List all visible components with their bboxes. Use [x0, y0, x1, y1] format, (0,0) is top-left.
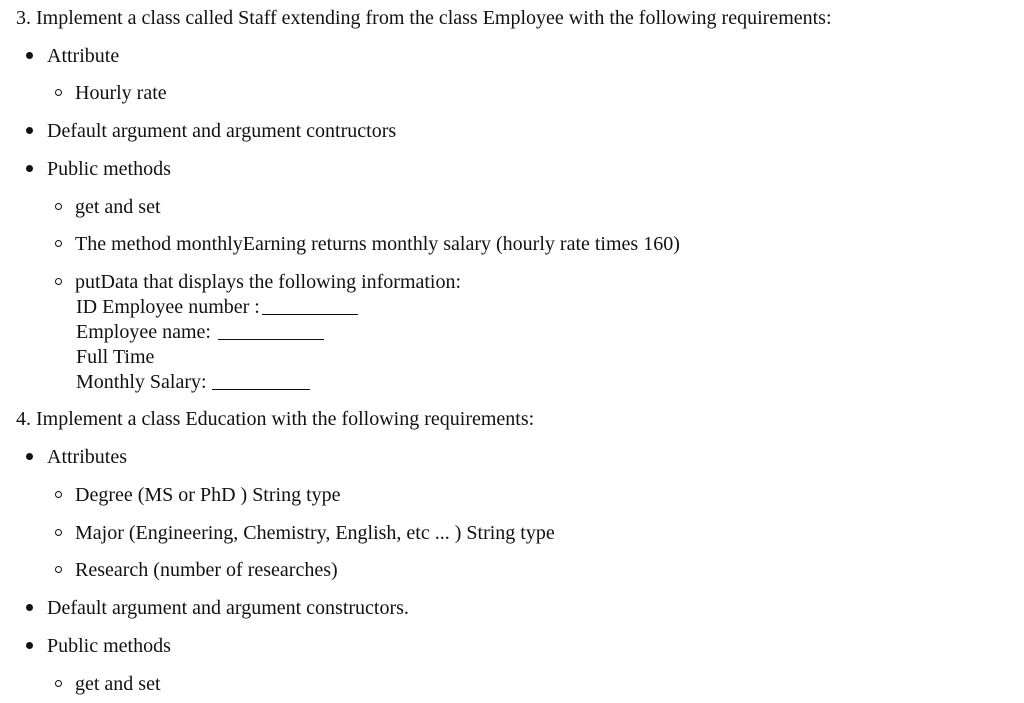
- bullet-dot-icon: [26, 165, 33, 172]
- sub-bullet-label: Hourly rate: [75, 82, 167, 104]
- bullet-dot-icon: [26, 453, 33, 460]
- sub-bullet-degree: [55, 483, 341, 507]
- bullet-attributes-label: Attributes: [47, 446, 127, 468]
- bullet-constructors-label: Default argument and argument constructors.: [47, 597, 409, 619]
- bullet-attribute-label: Attribute: [47, 45, 120, 67]
- bullet-constructors-4: [26, 596, 409, 620]
- blank-line: [262, 314, 358, 315]
- bullet-constructors: [26, 119, 396, 143]
- section-4-heading: 4. Implement a class Education with the following requirements:: [16, 408, 535, 430]
- bullet-circle-icon: [55, 529, 62, 536]
- sub-bullet-label: The method monthlyEarning returns monthly salary (hourly rate times 160): [75, 233, 680, 255]
- bullet-public-methods-label: Public methods: [47, 158, 171, 180]
- info-line-name: [76, 320, 324, 344]
- bullet-public-methods: [26, 157, 171, 181]
- sub-bullet-label: putData that displays the following information:: [75, 271, 462, 293]
- bullet-dot-icon: [26, 604, 33, 611]
- sub-bullet-get-set: [55, 195, 161, 219]
- sub-bullet-label: Degree (MS or PhD ) String type: [75, 484, 341, 506]
- bullet-circle-icon: [55, 203, 62, 210]
- bullet-public-methods-label: Public methods: [47, 635, 171, 657]
- bullet-public-methods-4: [26, 634, 171, 658]
- bullet-circle-icon: [55, 566, 62, 573]
- bullet-circle-icon: [55, 680, 62, 687]
- info-line-label: Employee name:: [76, 321, 211, 343]
- blank-line: [218, 339, 324, 340]
- bullet-attribute: [26, 44, 119, 68]
- sub-bullet-putdata: [55, 270, 461, 294]
- sub-bullet-major: [55, 521, 555, 545]
- bullet-circle-icon: [55, 89, 62, 96]
- sub-bullet-get-set-4: [55, 672, 161, 696]
- bullet-attributes: [26, 445, 127, 469]
- bullet-dot-icon: [26, 642, 33, 649]
- sub-bullet-label: get and set: [75, 673, 161, 695]
- info-line-label: Full Time: [76, 346, 155, 368]
- sub-bullet-label: Major (Engineering, Chemistry, English, etc ... ) String type: [75, 522, 555, 544]
- bullet-dot-icon: [26, 127, 33, 134]
- bullet-dot-icon: [26, 52, 33, 59]
- sub-bullet-research: [55, 558, 338, 582]
- bullet-circle-icon: [55, 240, 62, 247]
- sub-bullet-label: get and set: [75, 196, 161, 218]
- info-line-id: [76, 295, 358, 319]
- blank-line: [212, 389, 310, 390]
- bullet-circle-icon: [55, 278, 62, 285]
- info-line-label: Monthly Salary:: [76, 371, 207, 393]
- sub-bullet-monthly-earning: [55, 232, 680, 256]
- info-line-label: ID Employee number :: [76, 296, 260, 318]
- sub-bullet-hourly-rate: [55, 81, 167, 105]
- bullet-constructors-label: Default argument and argument contructors: [47, 120, 397, 142]
- info-line-salary: [76, 370, 310, 394]
- section-3-heading: 3. Implement a class called Staff extending from the class Employee with the following requirements:: [16, 7, 832, 29]
- info-line-full-time: [76, 345, 154, 369]
- bullet-circle-icon: [55, 491, 62, 498]
- sub-bullet-label: Research (number of researches): [75, 559, 338, 581]
